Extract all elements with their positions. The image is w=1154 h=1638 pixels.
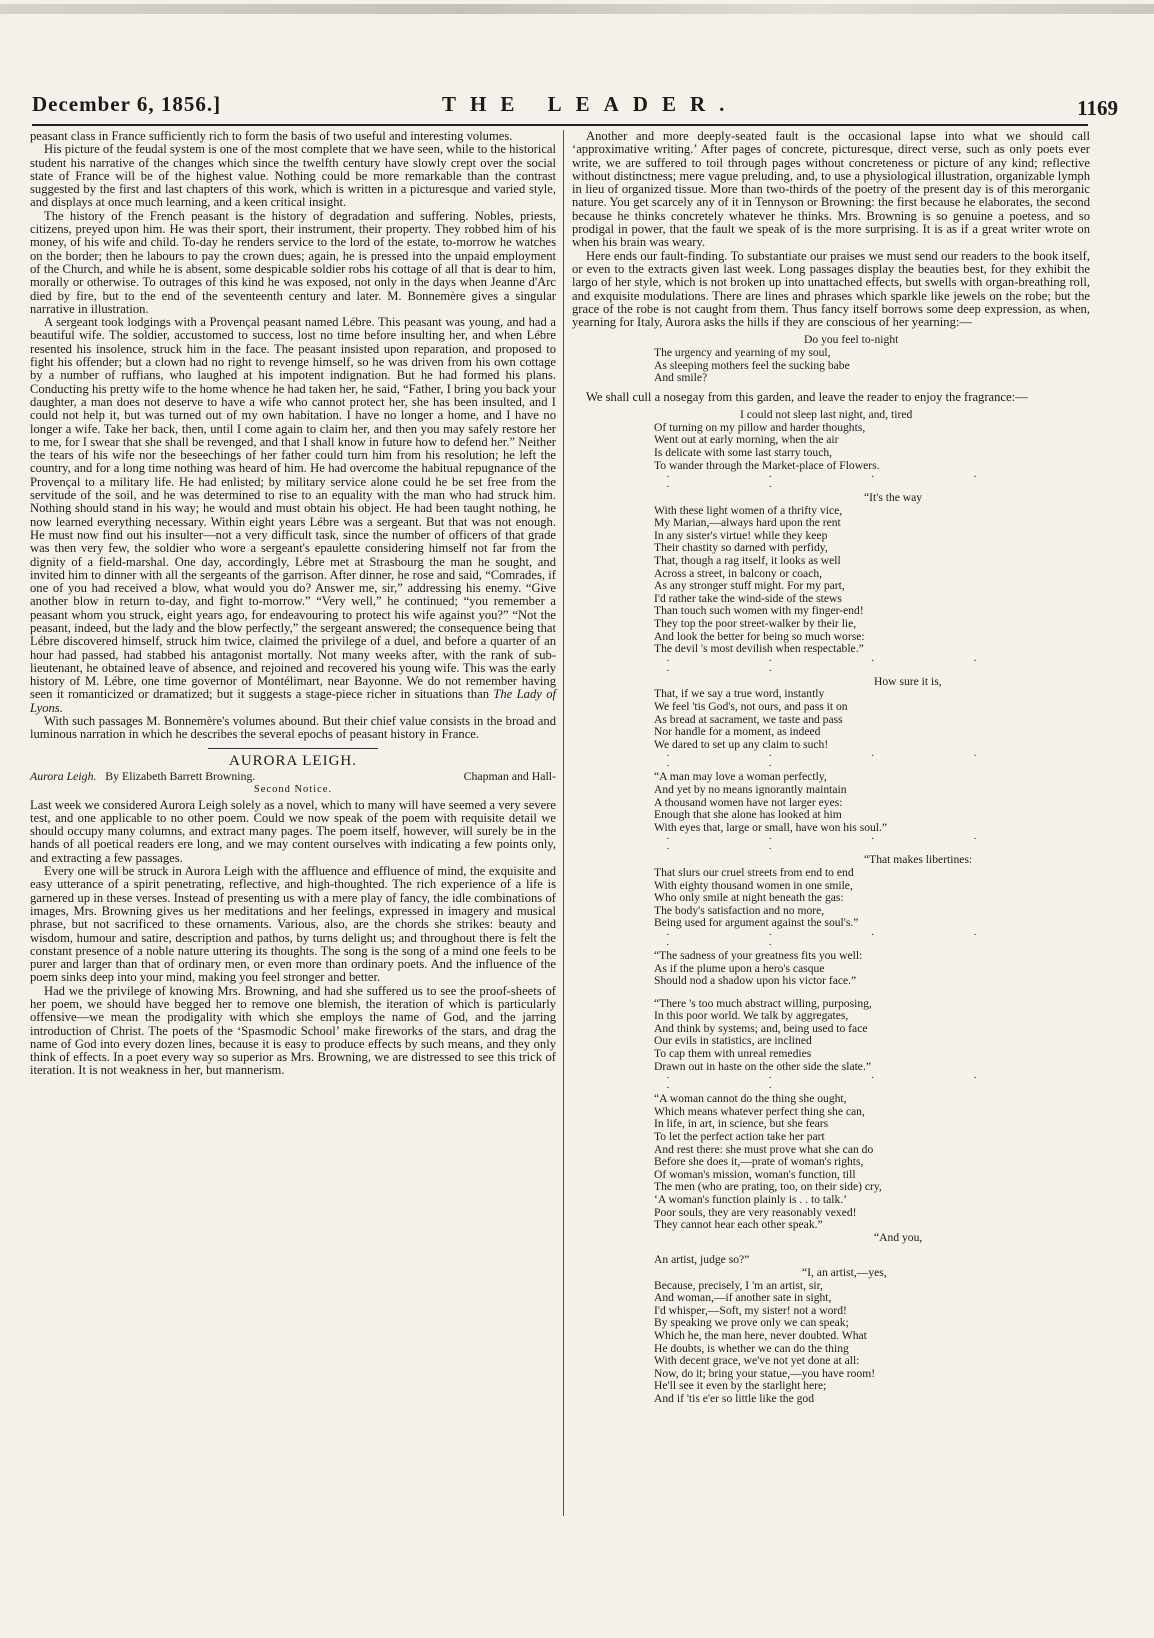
paragraph: Here ends our fault-finding. To substantiate our praises we must send our readers to the book itself, or even to the extracts given last week. Long passages display the beauties best, for they exhibit the largo of her style, which is not broken up into unattached effects, but swells with organ-breathing roll, and exquisite modulations. There are lines and phrases which sparkle like jewels on the robe; but the grace of the robe is not caught from them. Thus fancy itself borrows some deep expression, as when, yearning for Italy, Aurora asks the hills if they are conscious of her yearning:— [572, 248, 1090, 330]
poem-line: Should nod a shadow upon his victor face.” [654, 974, 857, 988]
poem-line: And woman,—if another sate in sight, [654, 1291, 832, 1305]
poem-line: Drawn out in haste on the other side the slate.” [654, 1059, 871, 1073]
poem-line: “That makes libertines: [864, 853, 973, 867]
poem-line: Because, precisely, I 'm an artist, sir, [654, 1278, 823, 1292]
poem-line: Is delicate with some last starry touch, [654, 445, 833, 459]
poem-line: Now, do it; bring your statue,—you have room! [654, 1366, 876, 1380]
poem-line: They cannot hear each other speak.” [654, 1218, 823, 1232]
ellipsis-dots: · · · · · · [666, 654, 1025, 677]
poem-line: I could not sleep last night, and, tired [740, 408, 913, 422]
book-title: Aurora Leigh. [30, 768, 97, 783]
left-column [30, 130, 556, 1078]
paragraph: The history of the French peasant is the history of degradation and suffering. Nobles, priests, citizens, preyed upon him. He was their sport, their instrument, their property. They robbed him of his money, of his wife and child. To-day he renders service to the lord of the estate, to-morrow he watches on the border; then he labours to pay the crown dues; again, he is pressed into the unpaid employment of the Church, and while he is absent, some despicable soldier robs his cottage of all that is dear to him, morally or otherwise. To outrages of this kind he was exposed, not only in the days when Jeanne d'Arc died by fire, but to the end of the seventeenth century and later. M. Bonnemère gives a singular narrative in illustration. [30, 208, 556, 316]
poem-line: With eighty thousand women in one smile, [654, 878, 853, 892]
poem-line: How sure it is, [874, 674, 942, 688]
poem-line: “It's the way [864, 491, 923, 505]
paragraph: His picture of the feudal system is one of the most complete that we have seen, while to the historical student his narrative of the changes which since the twelfth century have slowly crept over the social state of France will be of the highest value. Nothing could be more remarkable than the contrast suggested by the first and last chapters of this work, which is written in a picturesque and varied style, and displays at once much learning, and a keen critical insight. [30, 142, 556, 210]
poem-line: Of turning on my pillow and harder thoughts, [654, 420, 866, 434]
poem-line: Went out at early morning, when the air [654, 433, 839, 447]
poem-line: And if 'tis e'er so little like the god [654, 1391, 815, 1405]
poem-line: The devil 's most devilish when respectable.” [654, 642, 864, 656]
poem-line: The men (who are prating, too, on their side) cry, [654, 1180, 882, 1194]
poem-line: As sleeping mothers feel the sucking babe [654, 358, 850, 372]
paragraph: With such passages M. Bonnemère's volumes abound. But their chief value consists in the broad and luminous narration in which he describes the several epochs of peasant history in France. [30, 714, 556, 742]
column-rule [563, 130, 564, 1516]
poem-line: “And you, [874, 1230, 923, 1244]
masthead-title: THE LEADER. [442, 92, 739, 116]
poem-line: To let the perfect action take her part [654, 1130, 825, 1144]
page-edge-rule [0, 4, 1154, 14]
poem-line: That, though a rag itself, it looks as well [654, 554, 841, 568]
poem-line: An artist, judge so?” [654, 1253, 750, 1267]
poem-line: As any stronger stuff might. For my part, [654, 579, 845, 593]
right-column [572, 130, 1090, 1412]
poem-line: In this poor world. We talk by aggregates, [654, 1009, 849, 1023]
poem-line: They top the poor street-walker by their lie, [654, 617, 857, 631]
ellipsis-dots: · · · · · · [666, 928, 1025, 951]
paragraph: peasant class in France sufficiently rich to form the basis of two useful and interesting volumes. [30, 129, 513, 143]
ellipsis-dots: · · · · · · [666, 1072, 1025, 1095]
poem-line: “The sadness of your greatness fits you well: [654, 948, 863, 962]
paragraph: Another and more deeply-seated fault is the occasional lapse into what we should call ‘approximative writing.’ After pages of concrete, picturesque, direct verse, such as only poets ever write, we are suffered to toil through pages without concreteness or picture of any kind; reflective without distinctness; mere vague preluding, and, to use a physiological illustration, organizable lymph in lieu of organized tissue. More than two-thirds of the poetry of the present day is of this merorganic nature. You get scarcely any of it in Tennyson or Browning: the first because he elaborates, the second because he thinks concretely whatever he thinks. Mrs. Browning is so genuine a poetess, and so prodigal in power, that the fault we speak of is the more surprising. It is as if a great writer wrote on when his brain was weary. [572, 129, 1090, 250]
poem-line: Which he, the man here, never doubted. What [654, 1328, 867, 1342]
header-rule [32, 124, 1088, 126]
poem-line: Nor handle for a moment, as indeed [654, 725, 821, 739]
poem-line: With these light women of a thrifty vice, [654, 503, 843, 517]
page-header [32, 92, 1118, 120]
article-byline [30, 770, 556, 783]
paragraph [30, 316, 556, 715]
poem-line: As if the plume upon a hero's casque [654, 961, 825, 975]
poem-line: That, if we say a true word, instantly [654, 687, 825, 701]
poem-line: A thousand women have not larger eyes: [654, 795, 843, 809]
poem-line: ‘A woman's function plainly is . . to talk.’ [654, 1193, 848, 1206]
poem-extract-2 [654, 409, 1090, 1405]
poem-line: We dared to set up any claim to such! [654, 737, 829, 751]
poem-line: The body's satisfaction and no more, [654, 903, 825, 917]
poem-line: Poor souls, they are very reasonably vexed! [654, 1205, 857, 1219]
poem-line: We feel 'tis God's, not ours, and pass it on [654, 700, 848, 713]
poem-line: I'd rather take the wind-side of the stews [654, 591, 842, 605]
poem-line: Do you feel to-night [804, 333, 899, 347]
poem-line: The urgency and yearning of my soul, [654, 346, 831, 360]
section-divider [208, 748, 378, 749]
book-author: By Elizabeth Barrett Browning. [105, 768, 256, 783]
poem-line: Which means whatever perfect thing she can, [654, 1104, 865, 1118]
poem-line: And smile? [654, 371, 708, 385]
poem-line: Before she does it,—prate of woman's rights, [654, 1155, 864, 1169]
poem-line: And rest there: she must prove what she can do [654, 1142, 874, 1156]
poem-line: Across a street, in balcony or coach, [654, 566, 823, 580]
poem-line: Who only smile at night beneath the gas: [654, 891, 844, 905]
poem-line: He'll see it even by the starlight here; [654, 1379, 827, 1393]
poem-line: As bread at sacrament, we taste and pass [654, 712, 843, 726]
poem-line: By speaking we prove only we can speak; [654, 1316, 849, 1330]
poem-line: And yet by no means ignorantly maintain [654, 782, 847, 796]
poem-line: Enough that she alone has looked at him [654, 808, 842, 822]
review-paragraph: Had we the privilege of knowing Mrs. Browning, and had she suffered us to see the proof-sheets of her poem, we should have begged her to remove one blemish, the iteration of which is particularly offensive—we mean the prodigality with which she employs the name of God, and the jarring introduction of Christ. The poets of the ‘Spasmodic School’ make fireworks of the stars, and drag the name of God into every dozen lines, because it is easy to produce effects by such means, and they only think of effects. In a poet every way so superior as Mrs. Browning, we are distressed to see this trick of iteration. It is not weakness in her, but mannerism. [30, 983, 556, 1078]
poem-line: In life, in art, in science, but she fears [654, 1117, 829, 1131]
paragraph: We shall cull a nosegay from this garden, and leave the reader to enjoy the fragrance:— [586, 389, 1028, 404]
review-paragraph: Every one will be struck in Aurora Leigh with the affluence and effluence of mind, the exquisite and easy utterance of a spirit penetrating, reflective, and high-thoughted. The rich experience of a life is garnered up in these verses. Instead of presenting us with a mere play of fancy, the idle combinations of images, Mrs. Browning gives us her meditations and her feelings, expressed in imagery and musical phrase, but not sacrificed to these ornaments. Various, also, are the chords she strikes: beauty and wisdom, humour and satire, description and pathos, by turns delight us; and throughout there is felt the constant presence of a noble nature uttering its thoughts. The song is the song of a mind one feels to be purer and larger than that of ordinary men, or even more than ordinary poets. And the influence of the poem sinks deep into your mind, making you feel stronger and better. [30, 864, 556, 985]
poem-line: To cap them with unreal remedies [654, 1047, 812, 1061]
poem-line: And think by systems; and, being used to face [654, 1021, 868, 1035]
review-paragraph: Last week we considered Aurora Leigh solely as a novel, which to many will have seemed a very severe test, and one applicable to no other poem. Could we now speak of the poem with requisite detail we should occupy many columns, and extract many pages. The poem itself, however, will surely be in the hands of all poetical readers ere long, and we may content ourselves with indicating a few points only, and extracting a few passages. [30, 797, 556, 865]
notice-subheading: Second Notice. [253, 784, 333, 796]
poem-extract-1 [654, 334, 1090, 384]
poem-line: Than touch such women with my finger-end! [654, 604, 864, 618]
poem-line: He doubts, is whether we can do the thing [654, 1341, 849, 1355]
article-title: AURORA LEIGH. [229, 752, 357, 769]
poem-line: Of woman's mission, woman's function, till [654, 1167, 856, 1181]
ellipsis-dots: · · · · · · [666, 750, 1025, 773]
poem-line: “A man may love a woman perfectly, [654, 770, 827, 784]
paragraph-text: A sergeant took lodgings with a Provençal peasant named Lébre. This peasant was young, and had a beautiful wife. The soldier, accustomed to success, lost no time before insulting her, and when Lébre resented his insolence, struck him in the face. The peasant insisted upon reparation, and proposed to fight his offender; but a clown had no right to revenge himself, so he was driven from his own cottage by a number of ruffians, who laughed at his impotent indignation. But he had formed his plans. Conducting his pretty wife to the home whence he had taken her, he said, “Father, I bring you back your daughter, a man does not deserve to have a wife who cannot protect her, she has been insulted, and I could not help it, but was turned out of my own habitation. I have no longer a home, and I have no longer a wife. Take her back, then, until I come again to claim her, and then you may safely restore her to me, for I swear that she shall be revenged, and that I shall know in future how to defend her.” Neither the tears of his wife nor the beseechings of her father could turn him from his resolution; he left the country, and for a long time nothing was heard of him. He had overcome the habitual repugnance of the Provençal to a military life. He had enlisted; by military service alone could he be set free from the servitude of the soil, and he was determined to rise to an equality with the man who had struck him. Nothing should stand in his way; he would and must obtain his object. He had been taught nothing, he now learned everything necessary. Within eight years Lébre was a sergeant. But that was not enough. He must now find out his insulter—not a very difficult task, since the number of officers of that grade was then very few, the soldier who wore a sergeant's epaulette considering himself not far from the dignity of a field-marshal. One day, accordingly, Lébre met at Strasbourg the man he sought, and invited him to dinner with all the sergeants of the garrison. After dinner, he rose and said, “Comrades, if one of you had received a blow, what would you do? Answer me, sir,” addressing his enemy. “Give another blow in return to-day, and fight to-morrow.” “Very well,” he continued; “you remember a peasant whom you struck, eight years ago, for endeavouring to protect his wife against you?” “Not the peasant, indeed, but the lady and the blow perfectly,” the sergeant answered; the consequence being that Lébre discovered himself, struck him twice, claimed the privilege of a duel, and before a quarter of an hour had passed, had stabbed his antagonist mortally. Not many weeks after, with the rank of sub-lieutenant, he obtained leave of absence, and rejoined and recovered his young wife. This was the early history of M. Lébre, one time governor of Montélimart, near Bayonne. We do not remember having seen it romanticized or dramatized; but it suggests a stage-piece richer in situations than [30, 315, 556, 702]
play-title: The Lady of Lyons. [30, 687, 556, 715]
poem-line: “I, an artist,—yes, [802, 1265, 887, 1279]
poem-line: With decent grace, we've not yet done at all: [654, 1354, 860, 1368]
poem-line: Our evils in statistics, are inclined [654, 1034, 812, 1048]
page-number: 1169 [1077, 96, 1118, 120]
ellipsis-dots: · · · · · · [666, 471, 1025, 494]
poem-line: In any sister's virtue! while they keep [654, 528, 828, 542]
poem-line: Being used for argument against the soul's.” [654, 916, 859, 930]
poem-line: Their chastity so darned with perfidy, [654, 541, 828, 555]
poem-line: My Marian,—always hard upon the rent [654, 516, 841, 530]
issue-date: December 6, 1856.] [32, 92, 222, 116]
poem-line: With eyes that, large or small, have won his soul.” [654, 820, 888, 834]
poem-line: And look the better for being so much worse: [654, 629, 865, 643]
poem-line: That slurs our cruel streets from end to end [654, 865, 854, 879]
poem-line: “There 's too much abstract willing, purposing, [654, 996, 872, 1010]
poem-line: “A woman cannot do the thing she ought, [654, 1092, 847, 1106]
poem-line: To wander through the Market-place of Flowers. [654, 458, 880, 472]
ellipsis-dots: · · · · · · [666, 833, 1025, 856]
poem-line: I'd whisper,—Soft, my sister! not a word! [654, 1303, 847, 1317]
book-publisher: Chapman and Hall- [463, 768, 556, 783]
